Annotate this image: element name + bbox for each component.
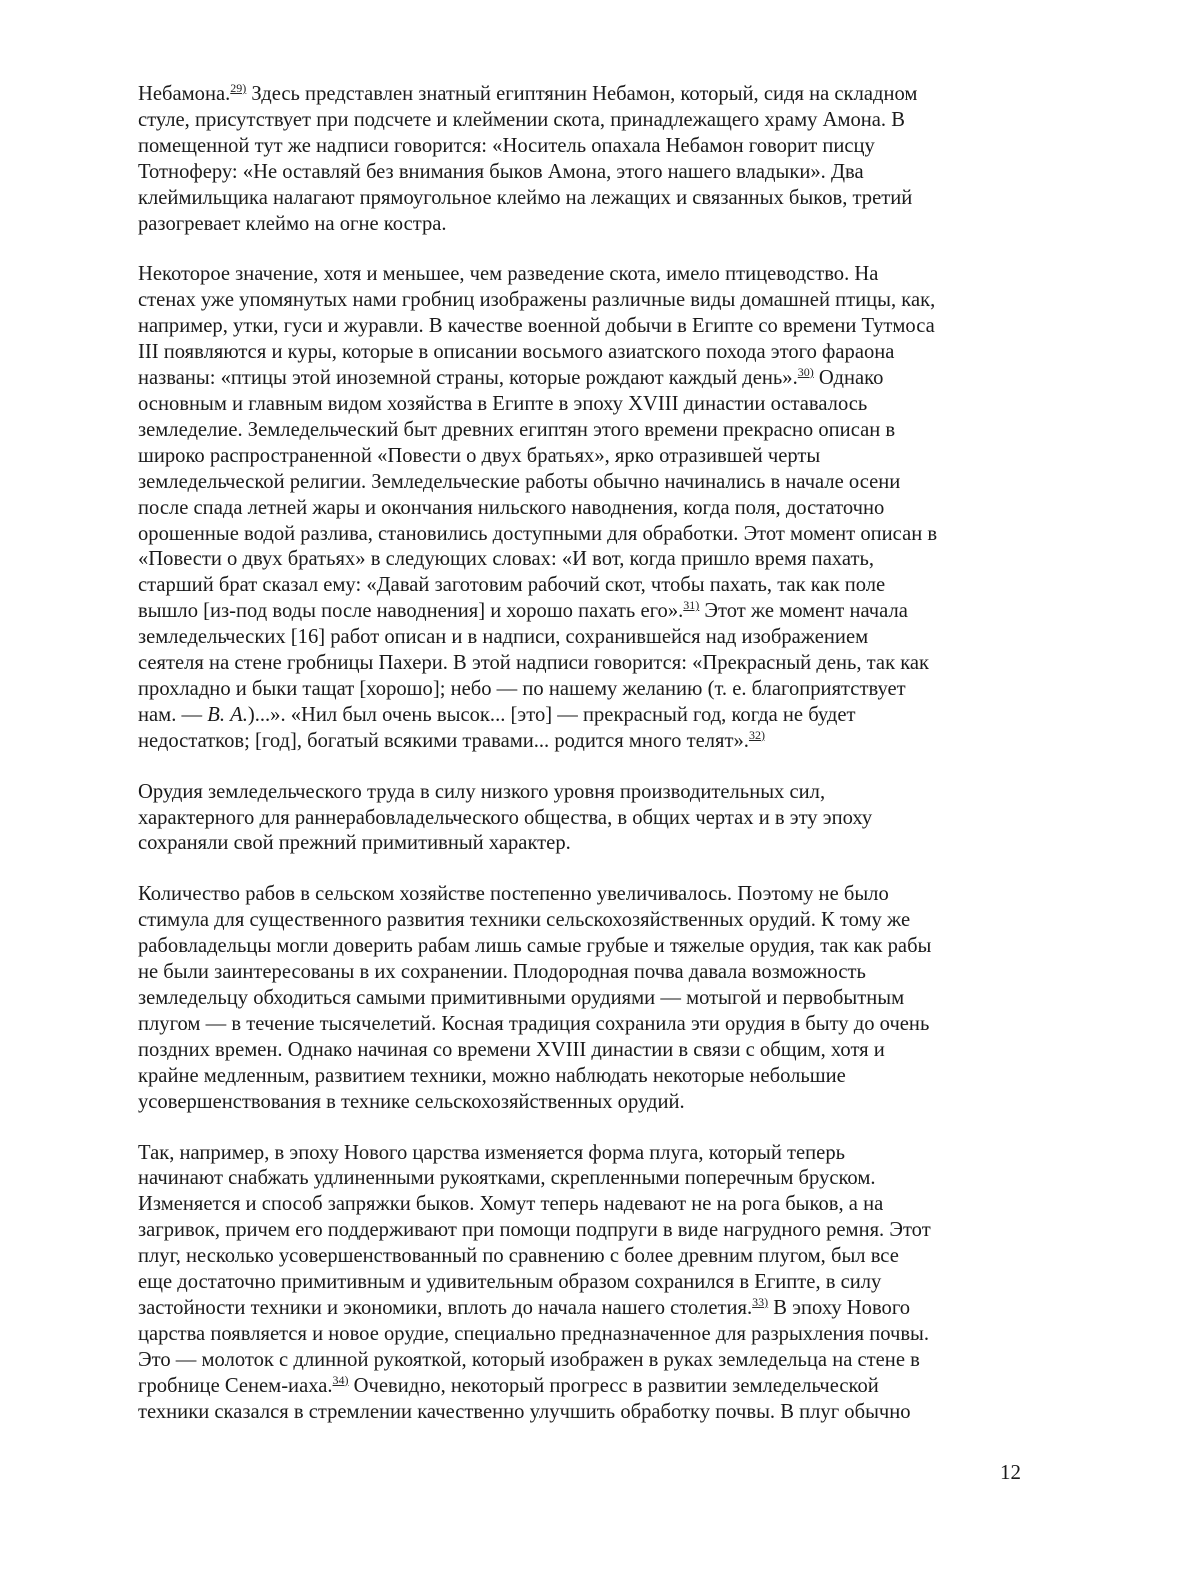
footnote-link[interactable]: 33) <box>752 1294 769 1309</box>
text-run: Так, например, в эпоху Нового царства изменяется форма плуга, который теперь <box>138 1141 846 1164</box>
text-line <box>138 1064 1028 1090</box>
text-line <box>138 908 1028 934</box>
text-run: например, утки, гуси и журавли. В качестве военной добычи в Египте со времени Тутмоса <box>138 315 935 338</box>
text-line <box>138 366 1028 392</box>
text-line <box>138 934 1028 960</box>
text-line <box>138 212 1028 238</box>
text-run: земледельческой религии. Земледельческие работы обычно начинались в начале осени <box>138 470 901 493</box>
text-line <box>138 262 1028 288</box>
text-run: после спада летней жары и окончания нильского наводнения, когда поля, достаточно <box>138 496 885 519</box>
text-run: разогревает клеймо на огне костра. <box>138 212 447 235</box>
text-run: помещенной тут же надписи говорится: «Носитель опахала Небамон говорит писцу <box>138 134 875 157</box>
text-line <box>138 134 1028 160</box>
text-run: земледелие. Земледельческий быт древних египтян этого времени прекрасно описан в <box>138 418 896 441</box>
text-line <box>138 1296 1028 1322</box>
text-run: земледельцу обходиться самыми примитивными орудиями — мотыгой и первобытным <box>138 987 905 1009</box>
text-run: недостатков; [год], богатый всякими травами... родится много телят». <box>138 729 749 752</box>
text-line <box>138 186 1028 212</box>
text-line <box>138 1192 1028 1218</box>
text-run: крайне медленным, развитием техники, можно наблюдать некоторые небольшие <box>138 1064 846 1087</box>
text-line <box>138 1038 1028 1064</box>
text-line <box>138 1348 1028 1374</box>
footnote-link[interactable]: 34) <box>332 1372 349 1387</box>
text-line <box>138 599 1028 625</box>
text-line <box>138 418 1028 444</box>
text-run: названы: «птицы этой иноземной страны, которые рождают каждый день». <box>138 367 798 390</box>
text-run: Некоторое значение, хотя и меньшее, чем разведение скота, имело птицеводство. На <box>138 263 879 286</box>
text-run: плугом — в течение тысячелетий. Косная традиция сохранила эти орудия в быту до очень <box>138 1012 930 1035</box>
footnote-link[interactable]: 30) <box>797 365 814 380</box>
page-number: 12 <box>1000 1460 1021 1484</box>
text-line <box>138 1012 1028 1038</box>
text-run: сохраняли свой прежний примитивный характер. <box>138 832 571 855</box>
paragraph <box>138 82 1028 237</box>
text-run: стенах уже упомянутых нами гробниц изображены различные виды домашней птицы, как, <box>138 289 936 312</box>
text-line <box>138 651 1028 677</box>
text-run: земледельческих [16] работ описан и в надписи, сохранившейся над изображением <box>138 626 869 649</box>
text-line <box>138 392 1028 418</box>
paragraph <box>138 882 1028 1115</box>
text-line <box>138 1218 1028 1244</box>
text-line <box>138 1090 1028 1116</box>
text-line <box>138 703 1028 729</box>
paragraph <box>138 262 1028 754</box>
text-run: старший брат сказал ему: «Давай заготовим рабочий скот, чтобы пахать, так как поле <box>138 574 886 597</box>
footnote-link[interactable]: 29) <box>230 81 247 95</box>
text-run: рабовладельцы могли доверить рабам лишь самые грубые и тяжелые орудия, так как рабы <box>138 935 932 958</box>
text-run: царства появляется и новое орудие, специально предназначенное для разрыхления почвы. <box>138 1322 930 1345</box>
paragraph <box>138 780 1028 858</box>
text-run: стуле, присутствует при подсчете и клеймении скота, принадлежащего храму Амона. В <box>138 108 905 131</box>
text-line <box>138 831 1028 857</box>
text-run: сеятеля на стене гробницы Пахери. В этой надписи говорится: «Прекрасный день, так как <box>138 652 930 675</box>
text-line <box>138 806 1028 832</box>
text-run: Небамона. <box>138 83 231 105</box>
text-line <box>138 496 1028 522</box>
text-line <box>138 625 1028 651</box>
text-run: «Повести о двух братьях» в следующих словах: «И вот, когда пришло время пахать, <box>138 548 875 571</box>
text-run: Однако <box>813 367 884 390</box>
paragraph <box>138 1141 1028 1426</box>
text-line <box>138 986 1028 1012</box>
text-run: Количество рабов в сельском хозяйстве постепенно увеличивалось. Поэтому не было <box>138 883 889 906</box>
text-run: гробнице Сенем-иаха. <box>138 1374 333 1397</box>
text-run: вышло [из-под воды после наводнения] и хорошо пахать его». <box>138 600 684 623</box>
text-run: )...». «Нил был очень высок... [это] — прекрасный год, когда не будет <box>247 703 856 726</box>
text-run: характерного для раннерабовладельческого общества, в общих чертах и в эту эпоху <box>138 806 873 829</box>
text-line <box>138 444 1028 470</box>
text-run: Здесь представлен знатный египтянин Небамон, который, сидя на складном <box>246 83 918 105</box>
text-line <box>138 1374 1028 1400</box>
text-line <box>138 547 1028 573</box>
text-run: Этот же момент начала <box>699 600 908 623</box>
footnote-link[interactable]: 31) <box>683 598 700 613</box>
text-run: загривок, причем его поддерживают при помощи подпруги в виде нагрудного ремня. Этот <box>138 1219 931 1242</box>
text-line <box>138 160 1028 186</box>
italic-text: В. А. <box>207 703 248 726</box>
text-line <box>138 1166 1028 1192</box>
text-line <box>138 882 1028 908</box>
text-line <box>138 1270 1028 1296</box>
text-run: Это — молоток с длинной рукояткой, который изображен в руках земледельца на стене в <box>138 1348 920 1371</box>
text-line <box>138 108 1028 134</box>
text-run: плуг, несколько усовершенствованный по сравнению с более древним плугом, был все <box>138 1245 899 1268</box>
text-line <box>138 522 1028 548</box>
text-line <box>138 340 1028 366</box>
document-page <box>138 82 1028 1451</box>
text-run: техники сказался в стремлении качественно улучшить обработку почвы. В плуг обычно <box>138 1400 911 1423</box>
text-run: еще достаточно примитивным и удивительным образом сохранился в Египте, в силу <box>138 1271 882 1294</box>
text-run: поздних времен. Однако начиная со времени XVIII династии в связи с общим, хотя и <box>138 1038 885 1061</box>
text-line <box>138 82 1028 108</box>
text-line <box>138 1322 1028 1348</box>
text-line <box>138 288 1028 314</box>
text-run: не были заинтересованы в их сохранении. Плодородная почва давала возможность <box>138 961 866 984</box>
text-line <box>138 729 1028 755</box>
text-line <box>138 573 1028 599</box>
text-run: прохладно и быки тащат [хорошо]; небо — по нашему желанию (т. е. благоприятствует <box>138 677 906 700</box>
text-run: Изменяется и способ запряжки быков. Хомут теперь надевают не на рога быков, а на <box>138 1193 884 1216</box>
text-line <box>138 1244 1028 1270</box>
text-run: усовершенствования в технике сельскохозяйственных орудий. <box>138 1090 685 1113</box>
text-line <box>138 780 1028 806</box>
text-run: В эпоху Нового <box>768 1296 911 1319</box>
text-run: клеймильщика налагают прямоугольное клеймо на лежащих и связанных быков, третий <box>138 186 913 209</box>
text-line <box>138 470 1028 496</box>
text-line <box>138 677 1028 703</box>
text-line <box>138 960 1028 986</box>
text-run: нам. — <box>138 703 208 726</box>
text-run: начинают снабжать удлиненными рукоятками, скрепленными поперечным бруском. <box>138 1167 876 1190</box>
text-run: орошенные водой разлива, становились доступными для обработки. Этот момент описан в <box>138 522 938 545</box>
text-line <box>138 1141 1028 1167</box>
text-run: III появляются и куры, которые в описании восьмого азиатского похода этого фараона <box>138 341 895 364</box>
text-run: Тотноферу: «Не оставляй без внимания быков Амона, этого нашего владыки». Два <box>138 160 864 183</box>
text-run: стимула для существенного развития техники сельскохозяйственных орудий. К тому же <box>138 909 911 932</box>
text-line <box>138 314 1028 340</box>
footnote-link[interactable]: 32) <box>748 727 765 742</box>
text-run: основным и главным видом хозяйства в Египте в эпоху XVIII династии оставалось <box>138 392 868 415</box>
text-run: Орудия земледельческого труда в силу низкого уровня производительных сил, <box>138 780 826 803</box>
text-run: широко распространенной «Повести о двух братьях», ярко отразившей черты <box>138 444 821 467</box>
text-run: Очевидно, некоторый прогресс в развитии земледельческой <box>348 1374 879 1397</box>
text-run: застойности техники и экономики, вплоть до начала нашего столетия. <box>138 1296 753 1319</box>
text-line <box>138 1400 1028 1426</box>
